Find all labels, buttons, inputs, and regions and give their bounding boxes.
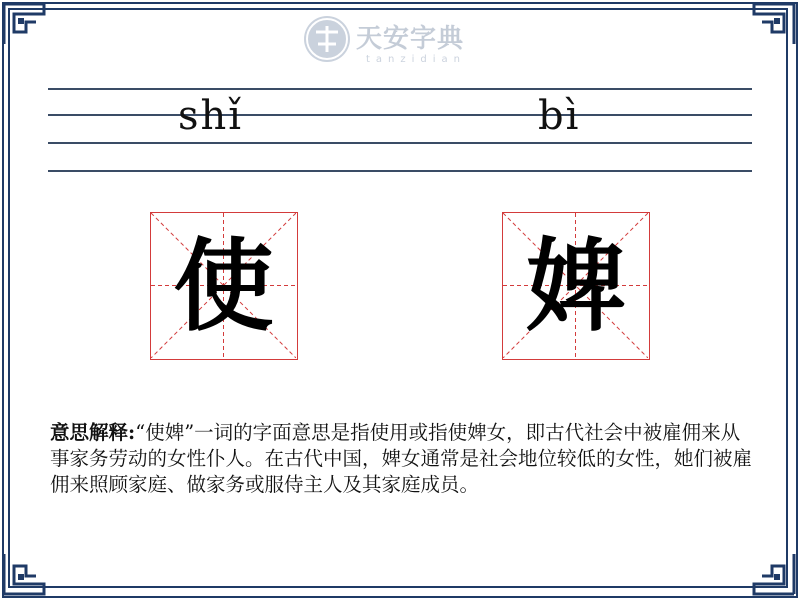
- site-logo: [300, 14, 500, 70]
- logo-emblem-icon: [304, 16, 350, 62]
- explanation-text: “使婢”一词的字面意思是指使用或指使婢女，即古代社会中被雇佣来从事家务劳动的女性仆人。在古代中国，婢女通常是社会地位较低的女性，她们被雇佣来照顾家庭、做家务或服侍主人及其家庭成员。: [50, 421, 753, 496]
- hanzi-character: 使: [173, 226, 274, 345]
- logo-subtitle: tanzidian: [366, 54, 467, 65]
- explanation-label: 意思解释: [50, 421, 129, 444]
- explanation-colon: :: [128, 421, 136, 444]
- corner-ornament-icon: [752, 552, 796, 596]
- character-grid: [150, 212, 298, 360]
- character-grid: [502, 212, 650, 360]
- corner-ornament-icon: [752, 2, 796, 46]
- meaning-explanation: [50, 420, 758, 498]
- pinyin-staff: [48, 88, 752, 172]
- hanzi-character: 婢: [525, 226, 626, 345]
- corner-ornament-icon: [2, 2, 46, 46]
- pinyin-syllable: shǐ: [178, 93, 244, 139]
- logo-name: 天安字典: [356, 24, 465, 54]
- corner-ornament-icon: [2, 552, 46, 596]
- pinyin-syllable: bì: [538, 93, 581, 139]
